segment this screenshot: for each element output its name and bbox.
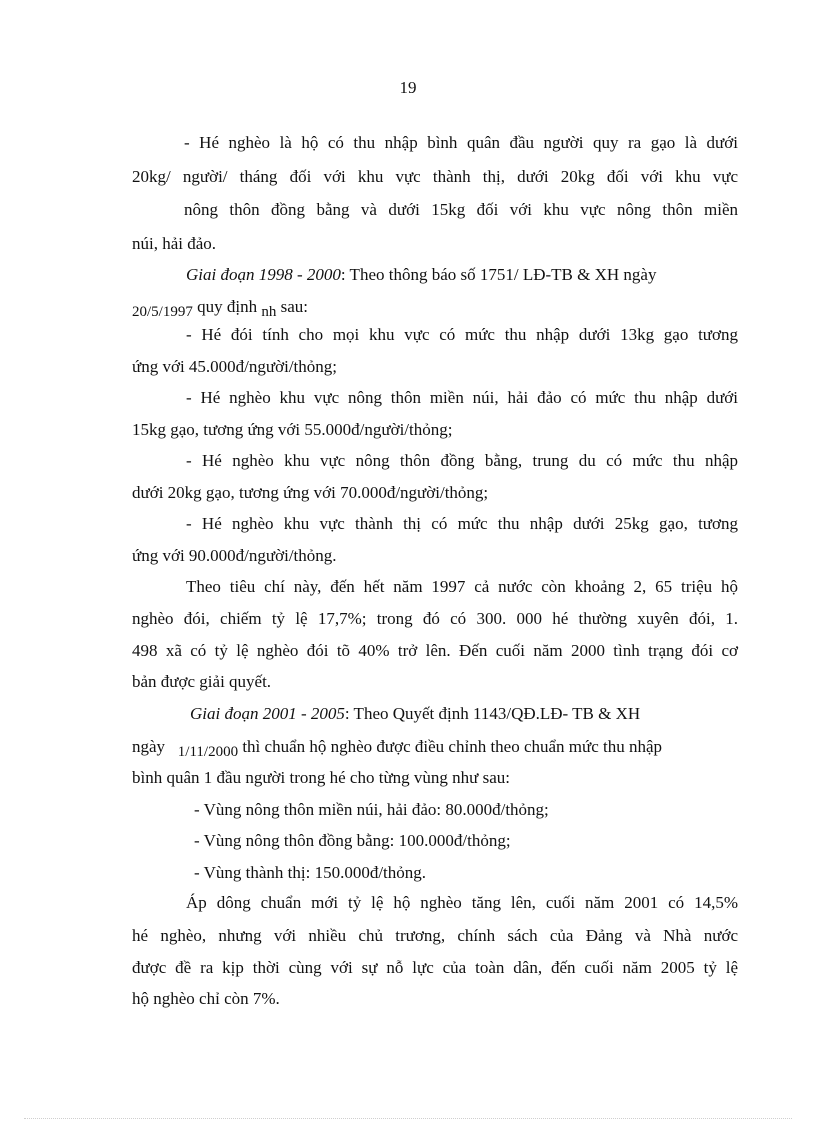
text-line: bình quân 1 đầu người trong hé cho từng vùng như sau:: [132, 768, 511, 787]
text-line: [186, 264, 656, 286]
text-run: : Theo thông báo số 1751/ LĐ-TB & XH ngày: [340, 265, 657, 284]
text-line: [190, 703, 640, 725]
text-line: - Hé nghèo khu vực thành thị có mức thu nhập dưới 25kg gạo, tương: [186, 514, 738, 533]
period-heading: Giai đoạn 1998 - 2000: [186, 265, 341, 284]
text-line: được đề ra kịp thời cùng với sự nỗ lực của toàn dân, đến cuối năm 2005 tỷ lệ: [132, 958, 738, 977]
text-line: nông thôn đồng bằng và dưới 15kg đối với khu vực nông thôn miền: [184, 200, 738, 219]
text-line: Áp dông chuẩn mới tỷ lệ hộ nghèo tăng lên, cuối năm 2001 có 14,5%: [186, 893, 738, 912]
text-run: : Theo Quyết định 1143/QĐ.LĐ- TB & XH: [344, 704, 641, 723]
text-run: sau:: [280, 297, 308, 316]
text-run: nh: [261, 304, 277, 320]
date-text: 20/5/1997: [132, 304, 193, 320]
text-line: núi, hải đảo.: [132, 234, 217, 253]
text-line: - Hé nghèo khu vực nông thôn đồng bằng, trung du có mức thu nhập: [186, 451, 738, 470]
list-item: - Vùng nông thôn miền núi, hải đảo: 80.000đ/thỏng;: [194, 800, 549, 819]
text-line: hộ nghèo chỉ còn 7%.: [132, 989, 280, 1008]
text-line: [132, 736, 662, 758]
text-line: hé nghèo, nhưng với nhiều chủ trương, chính sách của Đảng và Nhà nước: [132, 926, 738, 945]
text-run: thì chuẩn hộ nghèo được điều chỉnh theo chuẩn mức thu nhập: [242, 737, 663, 756]
text-line: ứng với 90.000đ/người/thỏng.: [132, 546, 337, 565]
text-line: - Hé nghèo là hộ có thu nhập bình quân đầu người quy ra gạo là dưới: [184, 133, 738, 152]
text-line: - Hé đói tính cho mọi khu vực có mức thu nhập dưới 13kg gạo tương: [186, 325, 738, 344]
text-line: nghèo đói, chiếm tỷ lệ 17,7%; trong đó có 300. 000 hé thường xuyên đói, 1.: [132, 609, 738, 628]
period-heading: Giai đoạn 2001 - 2005: [190, 704, 345, 723]
text-line: Theo tiêu chí này, đến hết năm 1997 cả nước còn khoảng 2, 65 triệu hộ: [186, 577, 738, 596]
list-item: - Vùng thành thị: 150.000đ/thỏng.: [194, 863, 427, 882]
text-line: ứng với 45.000đ/người/thỏng;: [132, 357, 337, 376]
list-item: - Vùng nông thôn đồng bằng: 100.000đ/thỏng;: [194, 831, 511, 850]
text-line: 20kg/ người/ tháng đối với khu vực thành thị, dưới 20kg đối với khu vực: [132, 167, 738, 186]
text-line: [132, 296, 308, 318]
text-run: quy định: [197, 297, 258, 316]
text-line: bản được giải quyết.: [132, 672, 272, 691]
text-line: 498 xã có tỷ lệ nghèo đói tõ 40% trở lên. Đến cuối năm 2000 tình trạng đói cơ: [132, 641, 738, 660]
page-number: 19: [399, 78, 417, 97]
page-bottom-divider: [24, 1118, 792, 1119]
text-line: - Hé nghèo khu vực nông thôn miền núi, hải đảo có mức thu nhập dưới: [186, 388, 738, 407]
text-line: 15kg gạo, tương ứng với 55.000đ/người/thỏng;: [132, 420, 453, 439]
text-run: ngày: [132, 737, 166, 756]
date-text: 1/11/2000: [177, 744, 239, 760]
text-line: dưới 20kg gạo, tương ứng với 70.000đ/người/thỏng;: [132, 483, 489, 502]
